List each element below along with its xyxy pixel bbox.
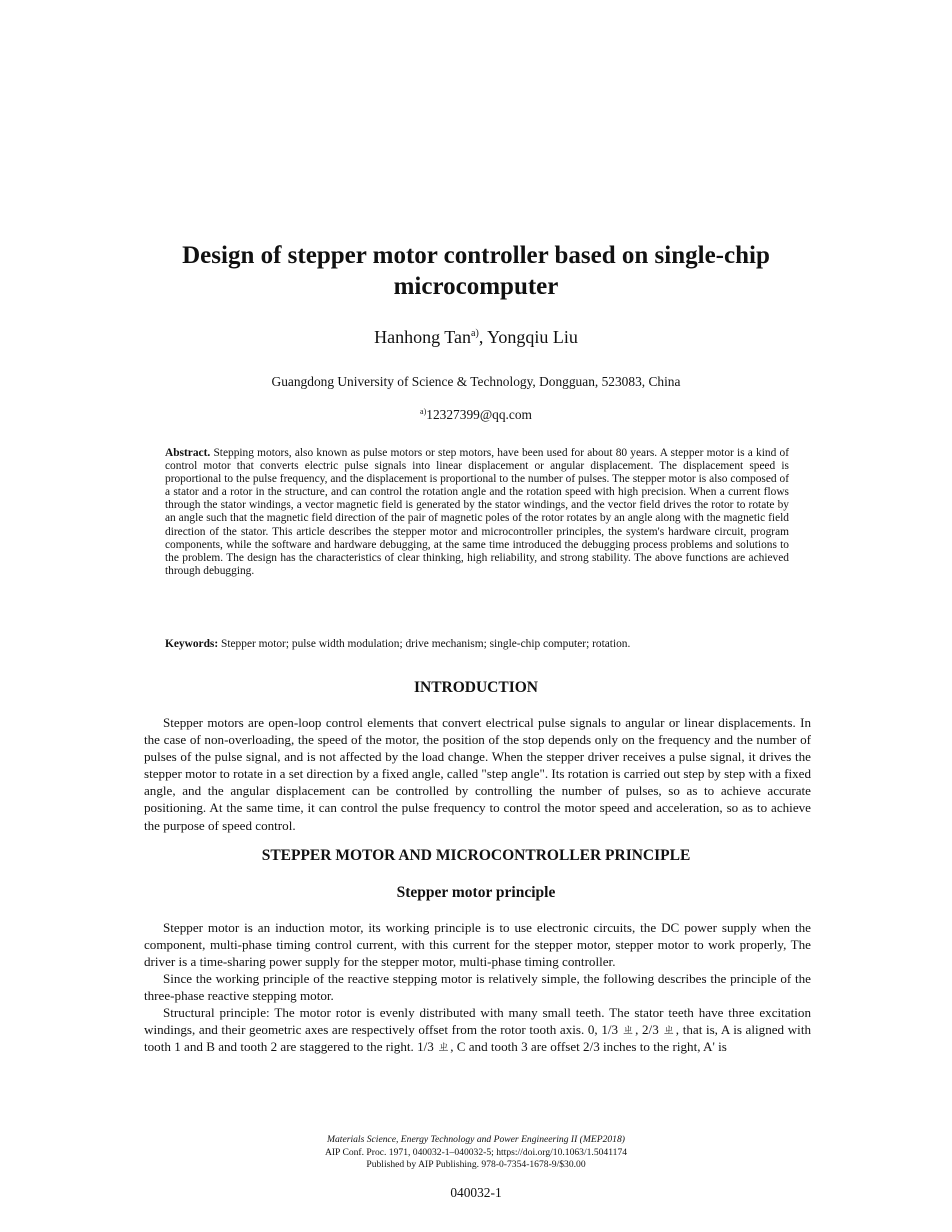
affiliation: Guangdong University of Science & Technology, Dongguan, 523083, China [271,374,681,389]
email-address: 12327399@qq.com [426,407,532,422]
author-line [140,325,812,349]
email-line [140,406,812,424]
section-heading-principle: STEPPER MOTOR AND MICROCONTROLLER PRINCIPLE [261,847,691,864]
abstract-text: Stepping motors, also known as pulse motors or step motors, have been used for about 80 years. A stepper motor is a kind of control motor that converts electric pulse signals into linear displacement or angular displacement. The displacement speed is proportional to the pulse frequency, and the displacement is proportional to the number of pulses. The stepper motor is also composed of a stator and a rotor in the structure, and can control the rotation angle and the rotation speed with high precision. When a current flows through the stator windings, a vector magnetic field is generated by the stator windings, and the vector field drives the rotor to rotate by an angle such that the magnetic field direction of the pair of magnetic poles of the rotor rotates by an angle along with the magnetic field direction of the stator. This article describes the stepper motor and microcontroller principles, the system's hardware circuit, program components, while the software and hardware debugging, at the same time introduced the debugging process problems and solutions to the problem. The design has the characteristics of clear thinking, high reliability, and strong stability. The above functions are achieved through debugging. [165,447,789,577]
principle-paragraph-2: Since the working principle of the reactive stepping motor is relatively simple, the following describes the principle of the three-phase reactive stepping motor. [144,971,811,1004]
author-name: Yongqiu Liu [487,327,578,347]
paper-title: Design of stepper motor controller based on single-chip microcomputer [182,242,770,300]
author-name: Hanhong Tan [374,327,472,347]
section-heading-introduction: INTRODUCTION [413,679,538,696]
introduction-paragraph: Stepper motors are open-loop control elements that convert electrical pulse signals to angular or linear displacements. In the case of non-overloading, the speed of the motor, the position of the stop depends only on the frequency and the number of pulses of the pulse signal, and is not affected by the load change. When the stepper driver receives a pulse signal, it drives the stepper motor to rotate in a set direction by a fixed angle, called "step angle". Its rotation is carried out step by step with a fixed angle, and the angular displacement can be controlled by controlling the number of pulses, so as to achieve accurate positioning. At the same time, it can control the pulse frequency to control the motor speed and acceleration, so as to achieve the purpose of speed control. [144,715,811,833]
email-mark: a) [420,407,427,416]
page-number: 040032-1 [450,1185,502,1200]
keywords-label: Keywords: [165,638,219,650]
footer-journal: Materials Science, Energy Technology and Power Engineering II (MEP2018) [327,1134,625,1145]
author-separator: , [478,327,488,347]
keywords [165,637,789,651]
principle-paragraph-3: Structural principle: The motor rotor is evenly distributed with many small teeth. The stator teeth have three excitation windings, and their geometric axes are respectively offset from the rotor tooth axis. 0, 1/3 ㄓ, 2/3 ㄓ, that is, A is aligned with tooth 1 and B and tooth 2 are staggered to the right. 1/3 ㄓ, C and tooth 3 are offset 2/3 inches to the right, A' is [144,1005,811,1055]
subsection-heading-stepper-motor: Stepper motor principle [396,884,556,901]
keywords-text: Stepper motor; pulse width modulation; drive mechanism; single-chip computer; rotation. [218,638,631,650]
footer-citation: AIP Conf. Proc. 1971, 040032-1–040032-5; https://doi.org/10.1063/1.5041174 [324,1146,628,1158]
page-footer [140,1134,812,1172]
principle-paragraph-1: Stepper motor is an induction motor, its working principle is to use electronic circuits, the DC power supply when the component, multi-phase timing control current, with this current for the stepper motor, stepper motor to work properly, The driver is a time-sharing power supply for the stepper motor, multi-phase timing controller. [144,920,811,970]
footer-publisher: Published by AIP Publishing. 978-0-7354-1678-9/$30.00 [366,1159,586,1170]
affiliation-mark: a) [471,328,479,339]
abstract [165,447,789,578]
abstract-label: Abstract. [165,447,211,459]
